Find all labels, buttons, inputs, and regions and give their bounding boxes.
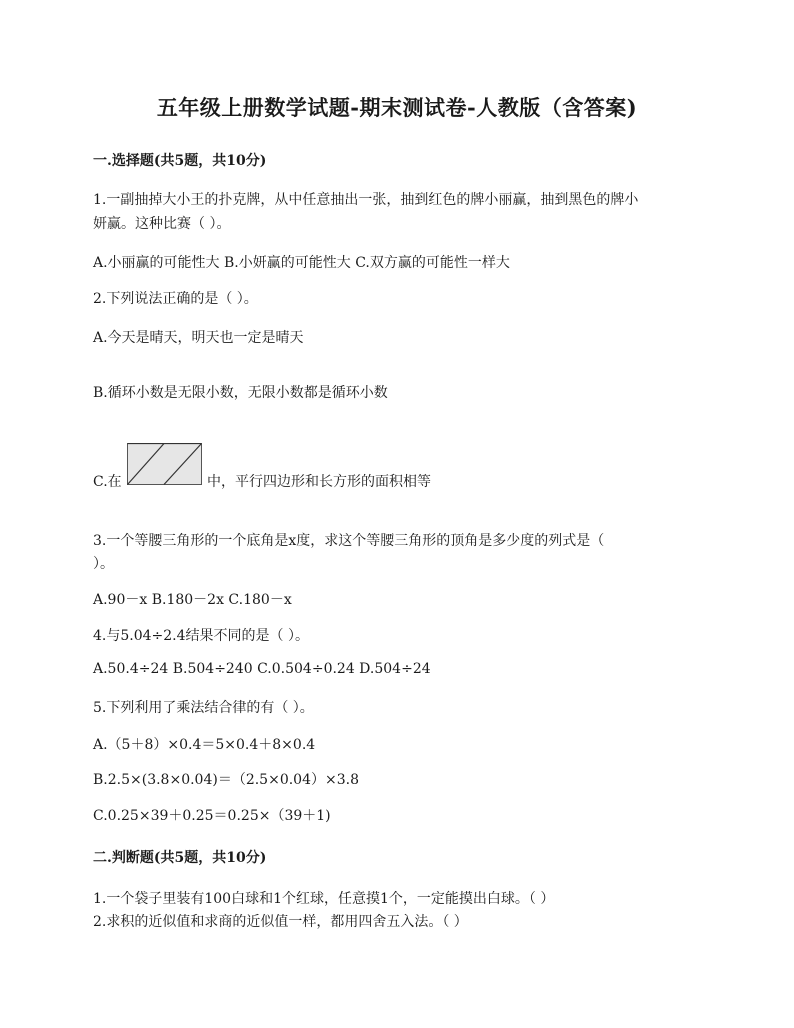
q1-stem-line2: 妍赢。这种比赛（ ）。 [93, 216, 231, 232]
judge-q2: 2.求积的近似值和求商的近似值一样，都用四舍五入法。（ ） [93, 914, 468, 930]
q5-option-b: B.2.5×(3.8×0.04)＝（2.5×0.04）×3.8 [93, 772, 359, 788]
q5-stem: 5.下列利用了乘法结合律的有（ ）。 [93, 700, 314, 716]
q2-option-c-suffix: 中，平行四边形和长方形的面积相等 [207, 474, 431, 490]
q3-options: A.90－x B.180－2x C.180－x [93, 592, 292, 608]
page-title: 五年级上册数学试题-期末测试卷-人教版（含答案) [156, 95, 638, 120]
section-heading-choice: 一.选择题(共5题，共10分) [93, 153, 267, 169]
q2-stem: 2.下列说法正确的是（ ）。 [93, 291, 258, 307]
q2-option-b: B.循环小数是无限小数，无限小数都是循环小数 [93, 385, 388, 401]
q2-option-c-prefix: C.在 [93, 474, 122, 490]
section-heading-judge: 二.判断题(共5题，共10分) [93, 850, 267, 866]
q3-stem-line1: 3.一个等腰三角形的一个底角是x度，求这个等腰三角形的顶角是多少度的列式是（ [93, 533, 605, 549]
judge-q1: 1.一个袋子里装有100白球和1个红球，任意摸1个，一定能摸出白球。（ ） [93, 891, 555, 907]
q4-options: A.50.4÷24 B.504÷240 C.0.504÷0.24 D.504÷24 [93, 661, 431, 677]
q1-stem-line1: 1.一副抽掉大小王的扑克牌，从中任意抽出一张，抽到红色的牌小丽赢，抽到黑色的牌小 [93, 192, 639, 208]
q5-option-c: C.0.25×39＋0.25＝0.25×（39＋1) [93, 808, 331, 824]
q5-option-a: A.（5＋8）×0.4＝5×0.4＋8×0.4 [93, 737, 316, 753]
q3-stem-line2: ）。 [93, 556, 114, 572]
q2-option-a: A.今天是晴天，明天也一定是晴天 [93, 330, 304, 346]
q1-options: A.小丽赢的可能性大 B.小妍赢的可能性大 C.双方赢的可能性一样大 [93, 255, 510, 271]
parallelogram-rectangle-figure [127, 443, 202, 485]
q4-stem: 4.与5.04÷2.4结果不同的是（ ）。 [93, 628, 309, 644]
